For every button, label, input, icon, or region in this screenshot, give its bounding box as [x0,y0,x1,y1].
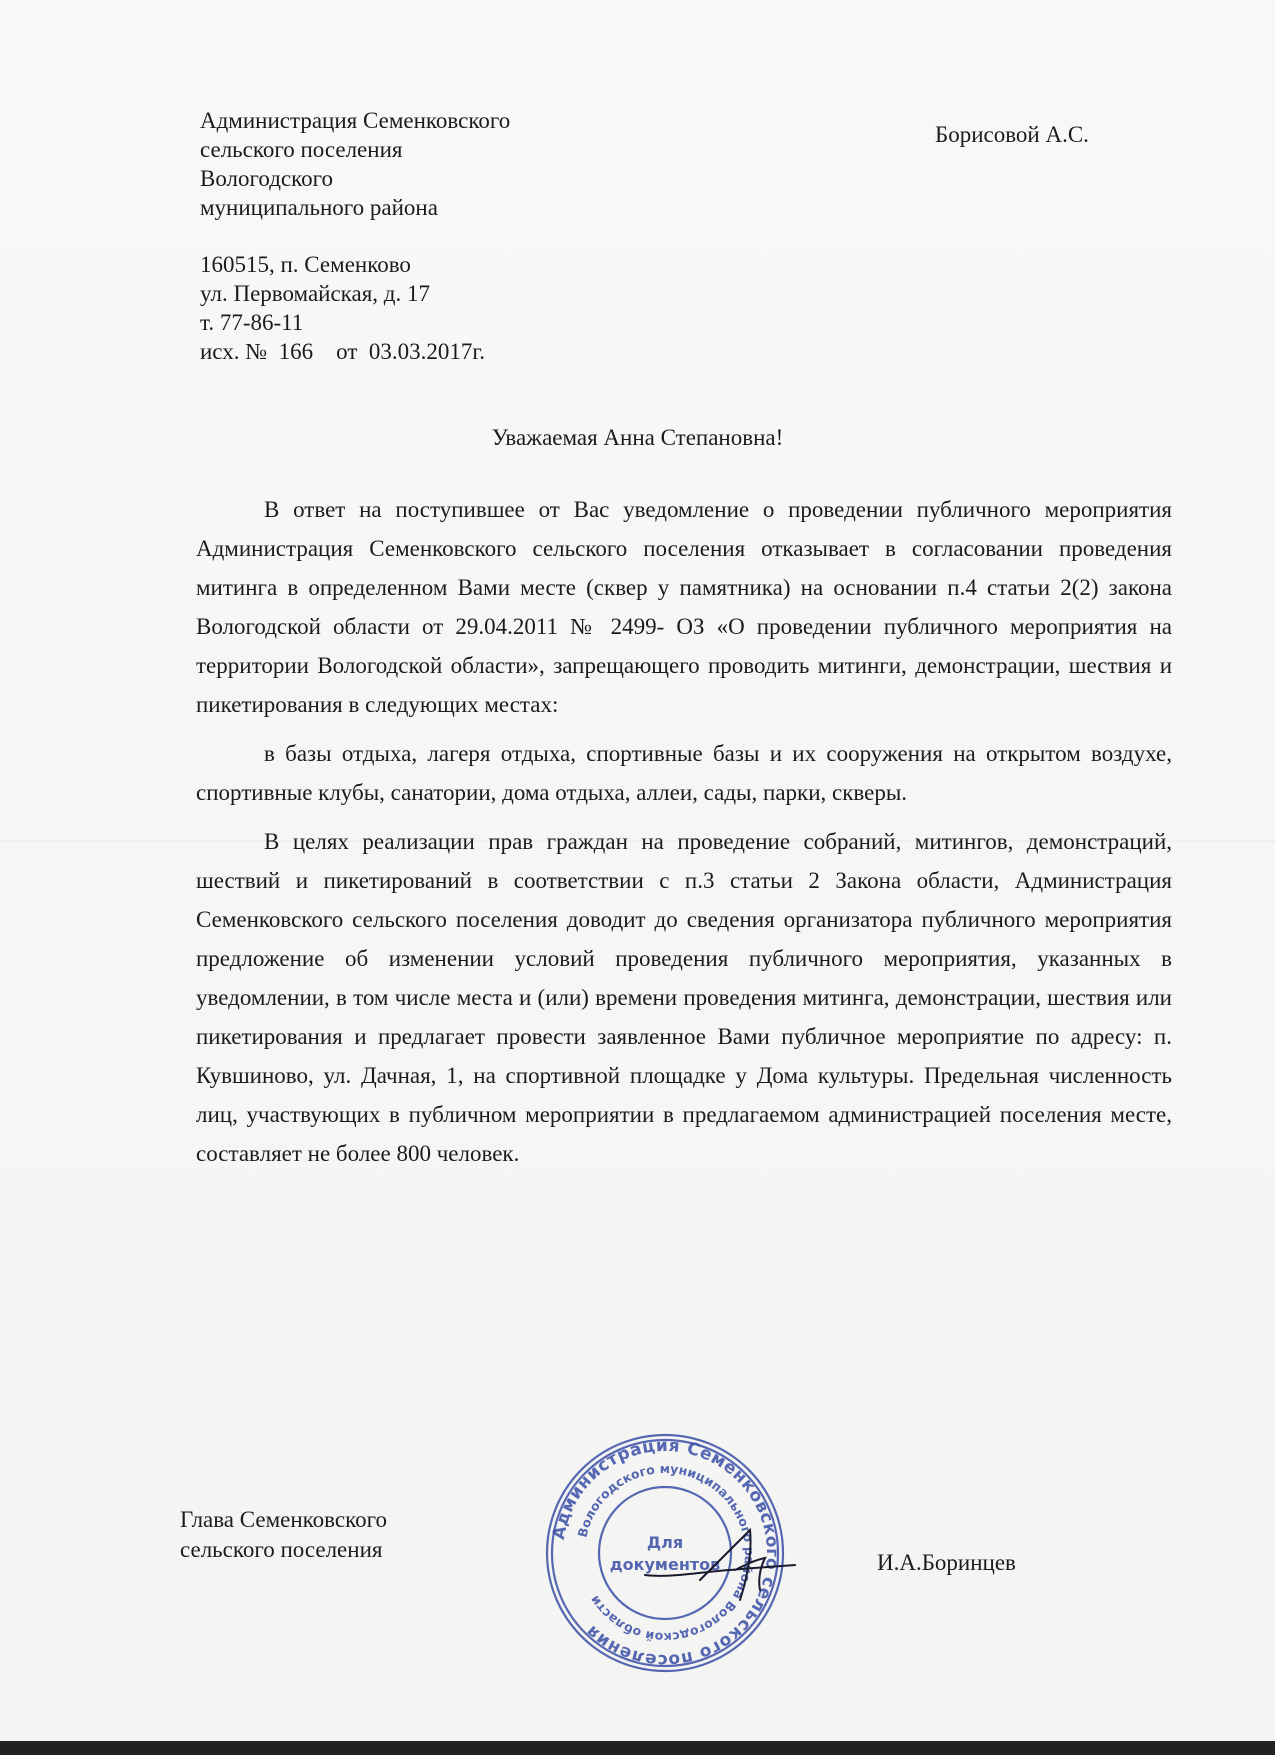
body-paragraph: В целях реализации прав граждан на проведение собраний, митингов, демонстраций, шествий и пикетирований в соответствии с п.3 статьи 2 Закона области, Администрация Семенковского сельского поселения доводит до сведения организатора публичного мероприятия предложение об изменении условий проведения публичного мероприятия, указанных в уведомлении, в том числе места и (или) времени проведения митинга, демонстрации, шествия или пикетирования и предлагает провести заявленное Вами публичное мероприятие по адресу: п. Кувшиново, ул. Дачная, 1, на спортивной площадке у Дома культуры. Предельная численность лиц, участвующих в публичном мероприятии в предлагаемом администрацией поселения месте, составляет не более 800 человек. [196,829,1172,1166]
handwritten-signature [640,1520,800,1610]
signer-name: И.А.Боринцев [877,1550,1016,1575]
sender-address-line: ул. Первомайская, д. 17 [200,281,430,306]
outgoing-number: исх. № 166 от 03.03.2017г. [200,339,486,364]
sender-line: сельского поселения [200,137,403,162]
sender-line: муниципального района [200,195,438,220]
stamp-outer-text: Администрация Семенковского сельского поселения [548,1435,783,1671]
sender-phone: т. 77-86-11 [200,310,304,335]
body-paragraph: в базы отдыха, лагеря отдыха, спортивные базы и их сооружения на открытом воздухе, спортивные клубы, санатории, дома отдыха, аллеи, сады, парки, скверы. [196,741,1172,805]
outgoing-date: 03.03.2017г. [368,339,486,364]
stamp-inner-text: Вологодского муниципального района Вологодской области [574,1460,758,1646]
sender-block [200,106,510,366]
letter-body [196,490,1172,1173]
signature-stroke [645,1530,795,1600]
signer-title: Глава Семенковского сельского поселения [180,1507,387,1562]
sender-line: Администрация Семенковского [200,108,511,133]
outgoing-number-value: 166 [278,339,314,364]
stamp-center-line: Для [646,1533,684,1552]
salutation: Уважаемая Анна Степановна! [491,425,784,450]
sender-line: Вологодского [200,166,333,191]
stamp-center-line: документов [609,1555,721,1574]
recipient: Борисовой А.С. [935,122,1089,147]
scan-edge [0,1741,1275,1755]
body-paragraph: В ответ на поступившее от Вас уведомление о проведении публичного мероприятия Администрация Семенковского сельского поселения отказывает в согласовании проведения митинга в определенном Вами месте (сквер у памятника) на основании п.4 статьи 2(2) закона Вологодской области от 29.04.2011 № 2499- ОЗ «О проведении публичного мероприятия на территории Вологодской области», запрещающего проводить митинги, демонстрации, шествия и пикетирования в следующих местах: [196,497,1172,717]
sender-address-line: 160515, п. Семенково [200,252,411,277]
